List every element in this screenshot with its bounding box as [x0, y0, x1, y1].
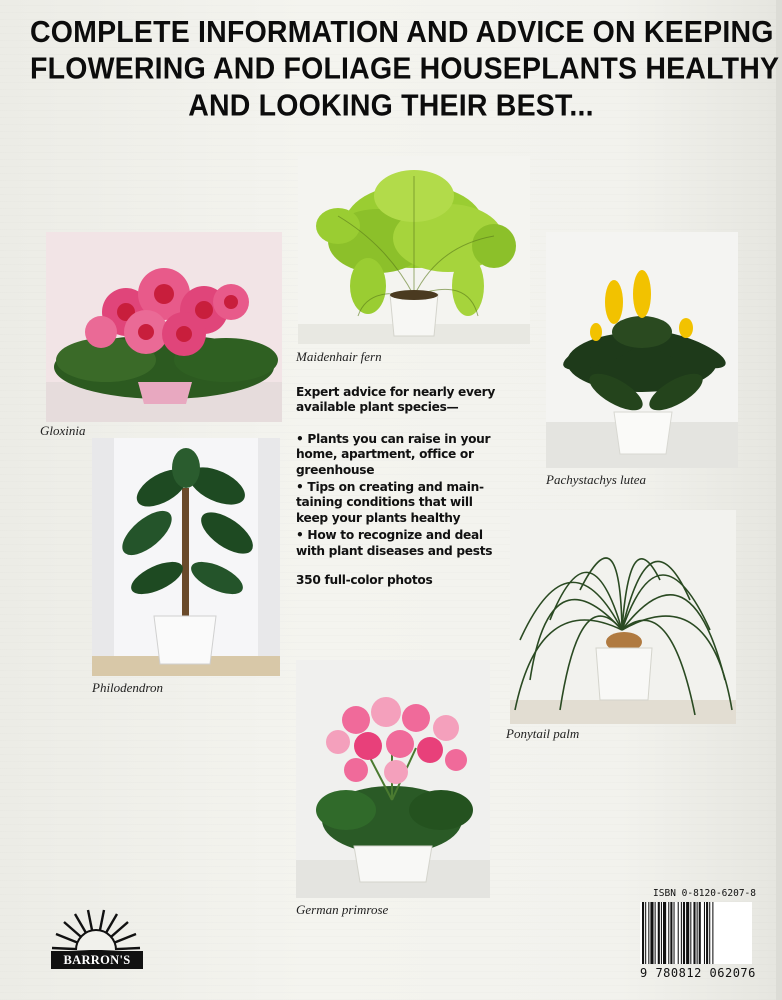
caption-pachystachys-lutea: Pachystachys lutea: [546, 472, 646, 487]
headline-line-1: COMPLETE INFORMATION AND ADVICE ON KEEPING: [30, 14, 774, 50]
caption-gloxinia: Gloxinia: [40, 423, 86, 438]
ponytail-palm-photo: [510, 510, 736, 724]
barcode-bar: [674, 902, 675, 964]
philodendron-photo: [92, 438, 280, 676]
blurb-bullet-2: • Tips on creating and main- taining conditions that will keep your plants healthy: [296, 480, 484, 525]
barcode: [640, 902, 752, 964]
barcode-bar: [661, 902, 662, 964]
barcode-bar: [663, 902, 666, 964]
barcode-bar: [678, 902, 679, 964]
maidenhair-fern-photo: [298, 156, 530, 344]
blurb-bullet-3: • How to recognize and deal with plant diseases and pests: [296, 528, 493, 558]
barcode-bar: [681, 902, 682, 964]
barcode-bar: [706, 902, 708, 964]
barcode-bar: [693, 902, 695, 964]
barcode-bar: [642, 902, 644, 964]
barcode-bar: [709, 902, 710, 964]
gloxinia-photo: [46, 232, 282, 422]
barcode-bar: [655, 902, 656, 964]
caption-ponytail-palm: Ponytail palm: [506, 726, 580, 741]
blurb-bullet-1: • Plants you can raise in your home, apartment, office or greenhouse: [296, 431, 491, 477]
caption-german-primrose: German primrose: [296, 902, 389, 917]
headline-line-3: AND LOOKING THEIR BEST...: [188, 88, 594, 123]
barcode-bar: [690, 902, 691, 964]
barcode-bar: [645, 902, 646, 964]
publisher-name: BARRON'S: [51, 951, 143, 969]
blurb-photo-count: 350 full-color photos: [296, 573, 433, 588]
caption-philodendron: Philodendron: [92, 680, 164, 695]
barcode-number: 9 780812 062076: [640, 966, 756, 980]
barcode-bar: [668, 902, 669, 964]
barcode-bar: [670, 902, 672, 964]
barcode-bar: [650, 902, 653, 964]
barcode-bar: [697, 902, 698, 964]
barcode-bar: [712, 902, 713, 964]
barcode-bar: [648, 902, 649, 964]
barcode-bar: [658, 902, 660, 964]
caption-maidenhair-fern: Maidenhair fern: [296, 349, 382, 364]
barcode-bar: [704, 902, 705, 964]
isbn: ISBN 0-8120-6207-8: [653, 888, 756, 899]
pachystachys-lutea-photo: [546, 232, 738, 468]
headline-line-2: FLOWERING AND FOLIAGE HOUSEPLANTS HEALTHY: [30, 51, 780, 87]
barcode-bar: [686, 902, 689, 964]
barcode-bar: [683, 902, 685, 964]
german-primrose-photo: [296, 660, 490, 898]
blurb: [296, 385, 506, 588]
headline: [30, 14, 780, 124]
blurb-intro: Expert advice for nearly every available plant species—: [296, 385, 495, 415]
barcode-bar: [699, 902, 701, 964]
